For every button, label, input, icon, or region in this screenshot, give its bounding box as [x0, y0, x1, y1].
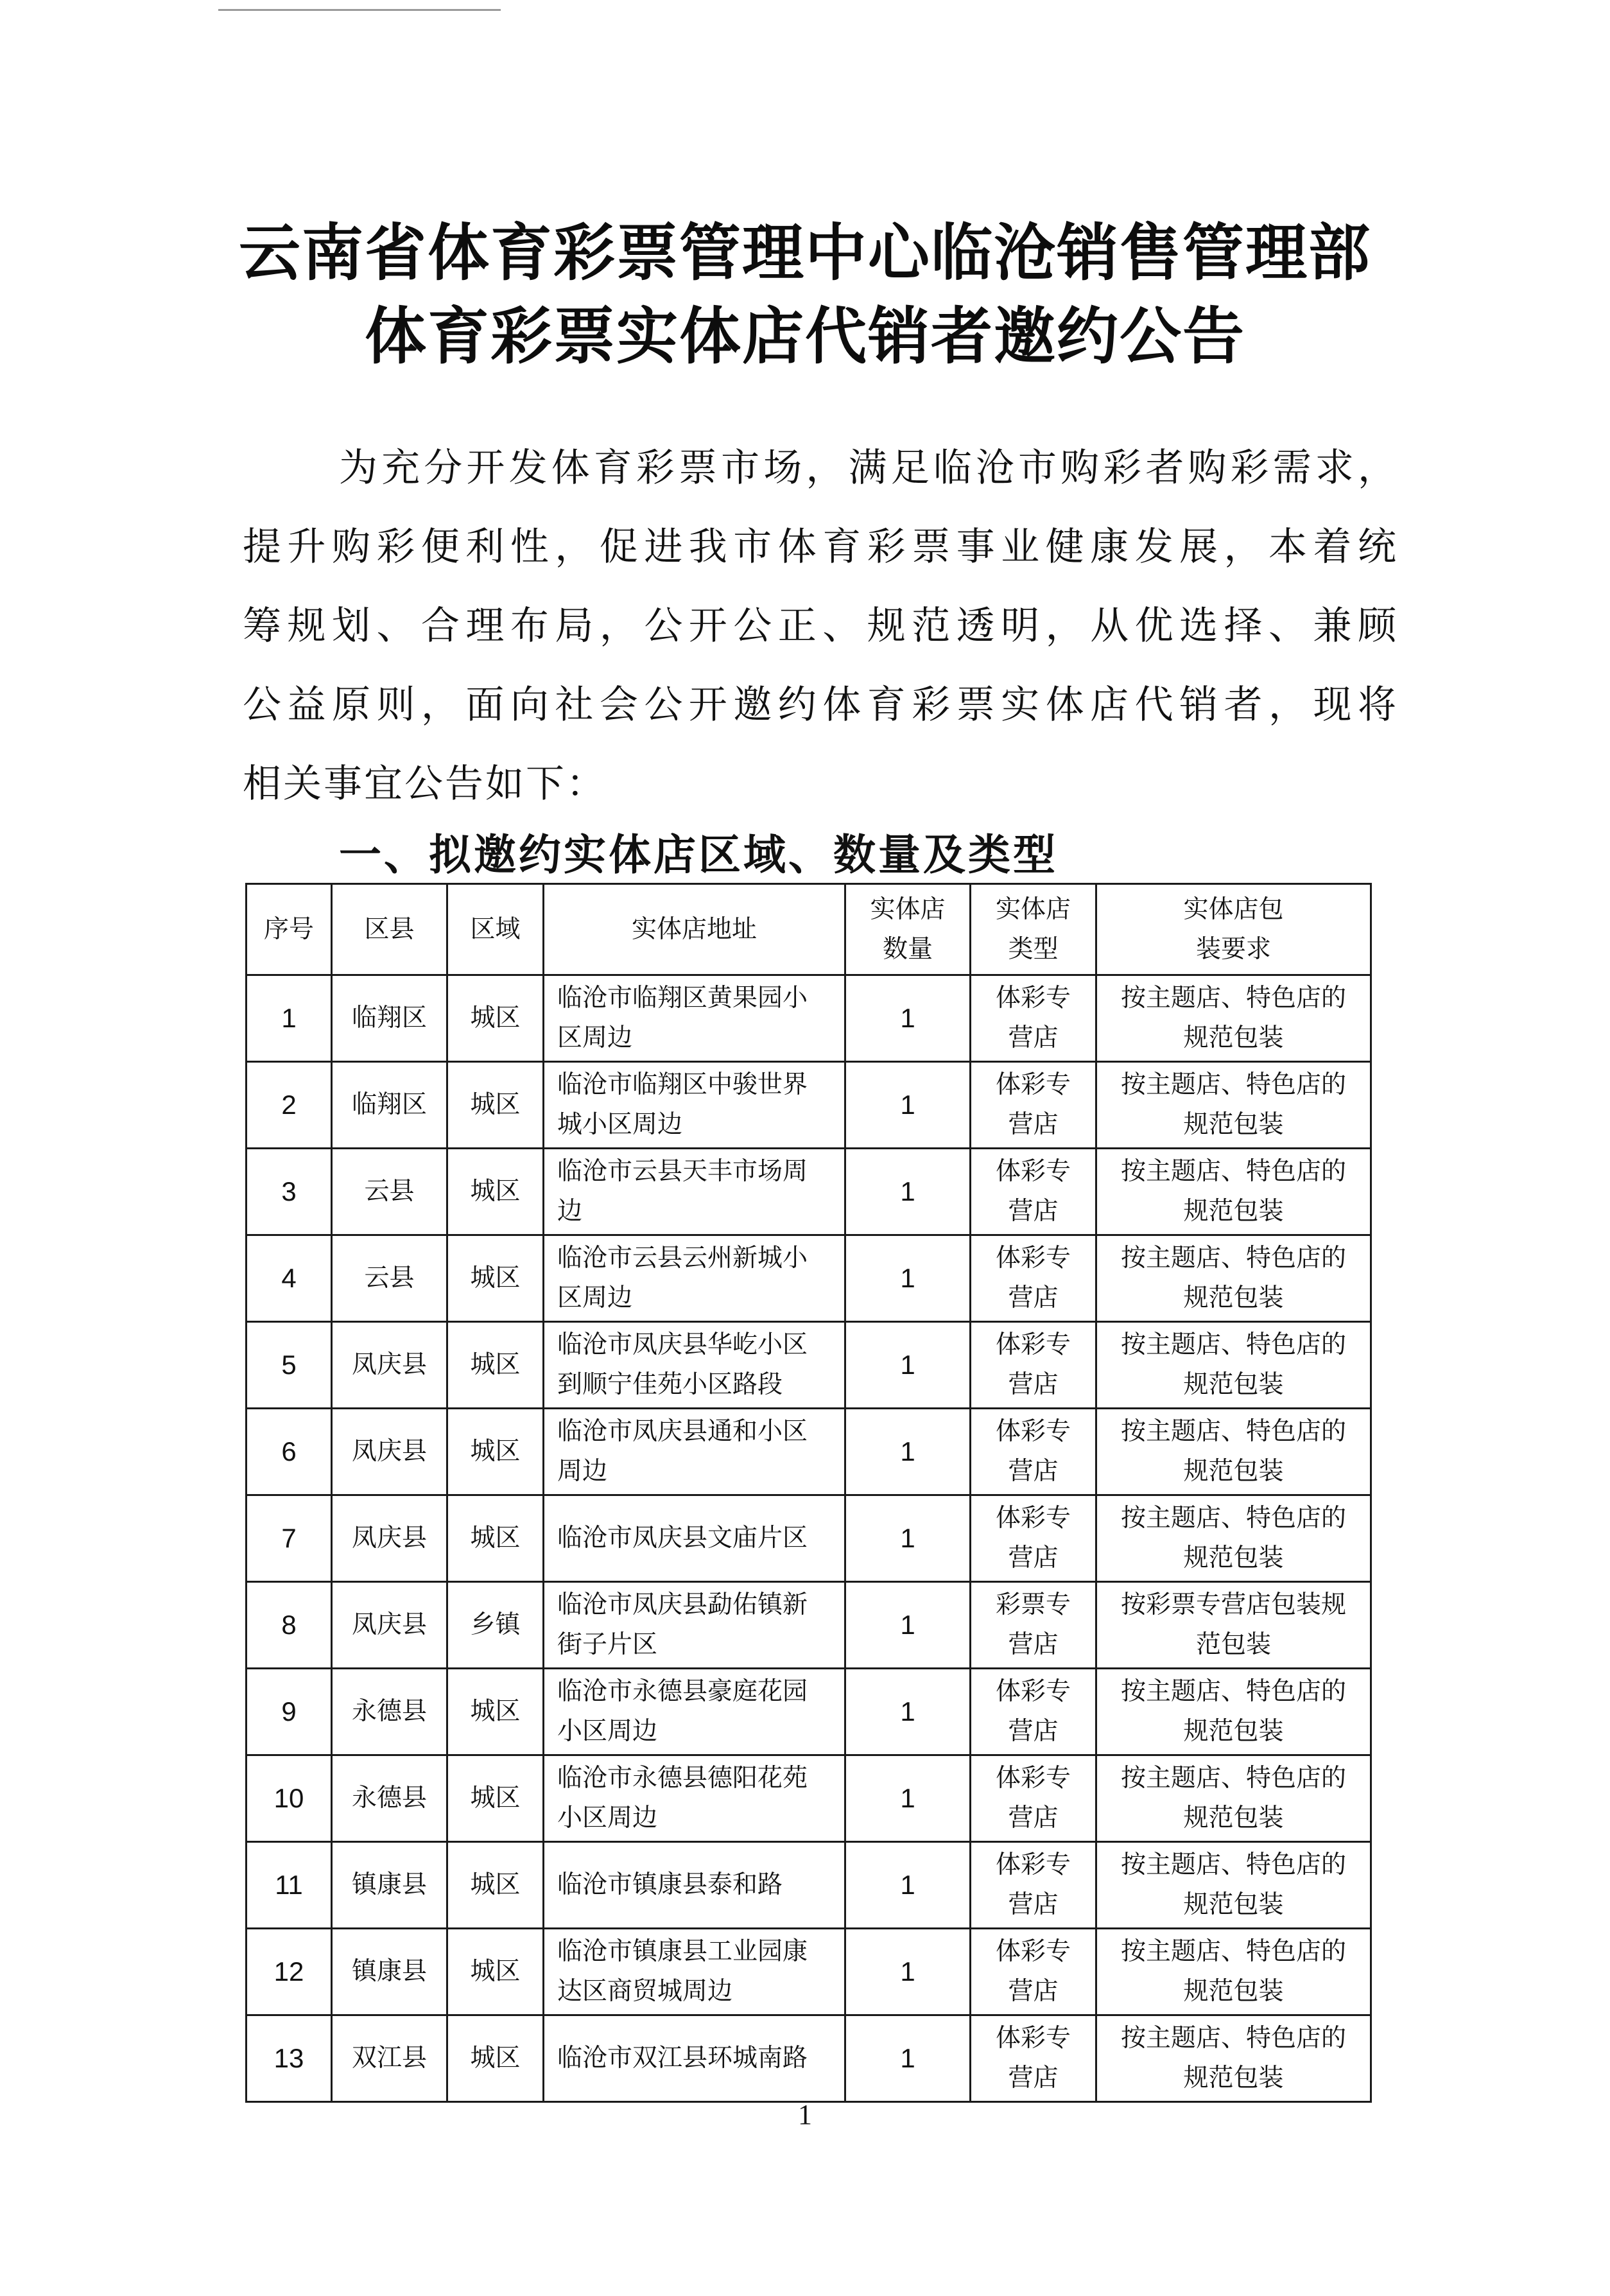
cell-type [971, 1669, 1096, 1755]
cell-count: 1 [845, 1235, 971, 1322]
cell-address-line-2: 区周边 [557, 1023, 633, 1052]
cell-address-line-2: 到顺宁佳苑小区路段 [557, 1370, 783, 1399]
cell-requirement [1096, 1062, 1371, 1149]
cell-county: 云县 [332, 1235, 447, 1322]
cell-county: 永德县 [332, 1669, 447, 1755]
cell-type-line-1: 体彩专 [995, 2024, 1071, 2053]
cell-county: 双江县 [332, 2015, 447, 2102]
header-req-line-2: 装要求 [1195, 934, 1271, 964]
cell-type-line-1: 体彩专 [995, 1330, 1071, 1359]
table-row [247, 1322, 1371, 1409]
cell-address [544, 1149, 845, 1235]
cell-county: 临翔区 [332, 975, 447, 1062]
table-row [247, 1149, 1371, 1235]
cell-req-line-1: 按主题店、特色店的 [1120, 1417, 1346, 1446]
cell-address-line-1: 临沧市永德县德阳花苑 [557, 1764, 808, 1793]
cell-req-line-1: 按主题店、特色店的 [1120, 1157, 1346, 1186]
cell-type-line-1: 体彩专 [995, 1070, 1071, 1099]
cell-requirement [1096, 2015, 1371, 2102]
cell-address-line-2: 小区周边 [557, 1717, 658, 1746]
cell-type [971, 1495, 1096, 1582]
cell-area: 城区 [447, 1062, 544, 1149]
cell-seq: 10 [247, 1755, 332, 1842]
cell-count: 1 [845, 1495, 971, 1582]
table-header-row [247, 884, 1371, 975]
header-type-line-1: 实体店 [995, 894, 1071, 924]
cell-area: 城区 [447, 975, 544, 1062]
cell-type-line-1: 体彩专 [995, 1417, 1071, 1446]
cell-req-line-2: 范包装 [1195, 1630, 1271, 1659]
cell-requirement [1096, 1235, 1371, 1322]
table-row [247, 1409, 1371, 1495]
cell-count: 1 [845, 1409, 971, 1495]
cell-area: 城区 [447, 1929, 544, 2015]
cell-req-line-1: 按主题店、特色店的 [1120, 1070, 1346, 1099]
cell-seq: 1 [247, 975, 332, 1062]
cell-req-line-1: 按主题店、特色店的 [1120, 1244, 1346, 1273]
cell-req-line-2: 规范包装 [1183, 1457, 1284, 1486]
document-title-line-2: 体育彩票实体店代销者邀约公告 [365, 300, 1245, 372]
cell-count: 1 [845, 1062, 971, 1149]
cell-req-line-2: 规范包装 [1183, 1804, 1284, 1832]
cell-type-line-1: 体彩专 [995, 1764, 1071, 1793]
header-type-line-2: 类型 [1008, 934, 1059, 964]
cell-seq: 9 [247, 1669, 332, 1755]
cell-address-line-1: 临沧市凤庆县文庙片区 [557, 1524, 808, 1552]
cell-req-line-2: 规范包装 [1183, 2064, 1284, 2092]
cell-area: 城区 [447, 1495, 544, 1582]
intro-line-1: 为充分开发体育彩票市场，满足临沧市购彩者购彩需求， [339, 446, 1398, 491]
cell-type-line-1: 体彩专 [995, 1157, 1071, 1186]
cell-req-line-1: 按主题店、特色店的 [1120, 1677, 1346, 1706]
cell-seq: 12 [247, 1929, 332, 2015]
cell-type-line-2: 营店 [1008, 1890, 1059, 1919]
cell-address-line-1: 临沧市凤庆县勐佑镇新 [557, 1590, 808, 1619]
intro-line-4: 公益原则，面向社会公开邀约体育彩票实体店代销者，现将 [243, 683, 1398, 727]
cell-type-line-2: 营店 [1008, 1283, 1059, 1312]
cell-address-line-2: 区周边 [557, 1283, 633, 1312]
cell-address-line-2: 小区周边 [557, 1804, 658, 1832]
cell-address-line-1: 临沧市凤庆县华屹小区 [557, 1330, 808, 1359]
cell-seq: 13 [247, 2015, 332, 2102]
cell-count: 1 [845, 1149, 971, 1235]
cell-address [544, 2015, 845, 2102]
intro-line-2: 提升购彩便利性，促进我市体育彩票事业健康发展，本着统 [243, 525, 1398, 570]
cell-req-line-1: 按主题店、特色店的 [1120, 1764, 1346, 1793]
header-requirement [1096, 884, 1371, 975]
cell-address-line-1: 临沧市镇康县泰和路 [557, 1870, 783, 1899]
cell-type [971, 1235, 1096, 1322]
cell-requirement [1096, 975, 1371, 1062]
cell-area: 城区 [447, 1755, 544, 1842]
cell-address-line-1: 临沧市云县云州新城小 [557, 1244, 808, 1273]
cell-count: 1 [845, 1582, 971, 1669]
cell-area: 城区 [447, 1409, 544, 1495]
cell-req-line-2: 规范包装 [1183, 1544, 1284, 1572]
table-row [247, 1842, 1371, 1929]
cell-address [544, 1322, 845, 1409]
cell-req-line-1: 按主题店、特色店的 [1120, 1504, 1346, 1533]
cell-count: 1 [845, 1929, 971, 2015]
table-row [247, 1062, 1371, 1149]
cell-area: 乡镇 [447, 1582, 544, 1669]
store-table [245, 883, 1372, 2103]
cell-requirement [1096, 1842, 1371, 1929]
cell-county: 凤庆县 [332, 1409, 447, 1495]
cell-type [971, 1755, 1096, 1842]
cell-req-line-1: 按主题店、特色店的 [1120, 2024, 1346, 2053]
cell-type-line-2: 营店 [1008, 1544, 1059, 1572]
page-number: 1 [798, 2099, 812, 2130]
cell-type [971, 1409, 1096, 1495]
cell-county: 镇康县 [332, 1842, 447, 1929]
cell-type-line-1: 体彩专 [995, 984, 1071, 1013]
cell-req-line-1: 按主题店、特色店的 [1120, 1937, 1346, 1966]
cell-area: 城区 [447, 1149, 544, 1235]
cell-count: 1 [845, 975, 971, 1062]
cell-type [971, 1582, 1096, 1669]
intro-line-3: 筹规划、合理布局，公开公正、规范透明，从优选择、兼顾 [243, 604, 1398, 648]
cell-address [544, 1669, 845, 1755]
cell-requirement [1096, 1755, 1371, 1842]
cell-seq: 6 [247, 1409, 332, 1495]
cell-type-line-2: 营店 [1008, 1457, 1059, 1486]
cell-count: 1 [845, 1842, 971, 1929]
cell-county: 凤庆县 [332, 1495, 447, 1582]
header-area: 区域 [447, 884, 544, 975]
cell-count: 1 [845, 2015, 971, 2102]
cell-address [544, 1409, 845, 1495]
cell-type-line-1: 体彩专 [995, 1244, 1071, 1273]
cell-req-line-1: 按主题店、特色店的 [1120, 1850, 1346, 1879]
cell-req-line-2: 规范包装 [1183, 1023, 1284, 1052]
header-count-line-1: 实体店 [870, 894, 946, 924]
cell-county: 云县 [332, 1149, 447, 1235]
cell-address-line-2: 达区商贸城周边 [557, 1977, 733, 2006]
cell-county: 镇康县 [332, 1929, 447, 2015]
cell-area: 城区 [447, 1669, 544, 1755]
cell-address-line-2: 街子片区 [557, 1630, 658, 1659]
cell-address-line-1: 临沧市云县天丰市场周 [557, 1157, 808, 1186]
cell-address [544, 1755, 845, 1842]
cell-county: 永德县 [332, 1755, 447, 1842]
header-type [971, 884, 1096, 975]
cell-requirement [1096, 1929, 1371, 2015]
cell-req-line-2: 规范包装 [1183, 1197, 1284, 1226]
cell-area: 城区 [447, 2015, 544, 2102]
cell-area: 城区 [447, 1842, 544, 1929]
cell-req-line-1: 按主题店、特色店的 [1120, 984, 1346, 1013]
cell-type-line-1: 体彩专 [995, 1937, 1071, 1966]
cell-seq: 8 [247, 1582, 332, 1669]
table-row [247, 2015, 1371, 2102]
cell-req-line-2: 规范包装 [1183, 1977, 1284, 2006]
header-seq: 序号 [247, 884, 332, 975]
cell-type [971, 975, 1096, 1062]
cell-type-line-1: 体彩专 [995, 1677, 1071, 1706]
cell-type-line-2: 营店 [1008, 1630, 1059, 1659]
cell-seq: 2 [247, 1062, 332, 1149]
cell-address [544, 1495, 845, 1582]
cell-area: 城区 [447, 1322, 544, 1409]
cell-type-line-2: 营店 [1008, 1717, 1059, 1746]
header-address: 实体店地址 [544, 884, 845, 975]
cell-requirement [1096, 1669, 1371, 1755]
intro-paragraph [243, 429, 1398, 824]
cell-address [544, 1062, 845, 1149]
cell-address [544, 1929, 845, 2015]
cell-req-line-2: 规范包装 [1183, 1110, 1284, 1139]
cell-type [971, 1929, 1096, 2015]
cell-address-line-1: 临沧市临翔区中骏世界 [557, 1070, 808, 1099]
cell-address-line-1: 临沧市双江县环城南路 [557, 2044, 808, 2073]
cell-seq: 4 [247, 1235, 332, 1322]
header-count [845, 884, 971, 975]
intro-line-5: 相关事宜公告如下： [243, 761, 607, 806]
document-title-line-1: 云南省体育彩票管理中心临沧销售管理部 [239, 216, 1371, 289]
cell-count: 1 [845, 1669, 971, 1755]
cell-address-line-1: 临沧市临翔区黄果园小 [557, 984, 808, 1013]
table-row [247, 1235, 1371, 1322]
table-row [247, 1582, 1371, 1669]
cell-count: 1 [845, 1322, 971, 1409]
cell-req-line-2: 规范包装 [1183, 1283, 1284, 1312]
header-county: 区县 [332, 884, 447, 975]
cell-seq: 3 [247, 1149, 332, 1235]
header-req-line-1: 实体店包 [1183, 894, 1284, 924]
cell-type-line-2: 营店 [1008, 1804, 1059, 1832]
cell-type-line-2: 营店 [1008, 1023, 1059, 1052]
cell-type [971, 1842, 1096, 1929]
cell-address [544, 1842, 845, 1929]
table-row [247, 1755, 1371, 1842]
cell-address [544, 1235, 845, 1322]
cell-type-line-2: 营店 [1008, 1110, 1059, 1139]
cell-type [971, 1322, 1096, 1409]
cell-type [971, 1062, 1096, 1149]
cell-type-line-2: 营店 [1008, 2064, 1059, 2092]
cell-type-line-2: 营店 [1008, 1977, 1059, 2006]
table-row [247, 1669, 1371, 1755]
cell-seq: 7 [247, 1495, 332, 1582]
cell-type-line-1: 彩票专 [995, 1590, 1071, 1619]
cell-req-line-2: 规范包装 [1183, 1370, 1284, 1399]
table-row [247, 1929, 1371, 2015]
cell-req-line-2: 规范包装 [1183, 1717, 1284, 1746]
table-body [247, 975, 1371, 2102]
cell-seq: 11 [247, 1842, 332, 1929]
scan-edge-line [218, 9, 501, 11]
table-row [247, 1495, 1371, 1582]
cell-type [971, 2015, 1096, 2102]
cell-seq: 5 [247, 1322, 332, 1409]
cell-type-line-1: 体彩专 [995, 1504, 1071, 1533]
cell-address-line-2: 边 [557, 1197, 583, 1226]
cell-req-line-1: 按主题店、特色店的 [1120, 1330, 1346, 1359]
cell-area: 城区 [447, 1235, 544, 1322]
cell-county: 凤庆县 [332, 1322, 447, 1409]
cell-requirement [1096, 1149, 1371, 1235]
cell-address-line-1: 临沧市镇康县工业园康 [557, 1937, 808, 1966]
cell-count: 1 [845, 1755, 971, 1842]
cell-type-line-2: 营店 [1008, 1370, 1059, 1399]
cell-address-line-1: 临沧市永德县豪庭花园 [557, 1677, 808, 1706]
cell-req-line-2: 规范包装 [1183, 1890, 1284, 1919]
cell-requirement [1096, 1495, 1371, 1582]
header-count-line-2: 数量 [882, 934, 933, 964]
cell-address-line-2: 周边 [557, 1457, 608, 1486]
cell-requirement [1096, 1409, 1371, 1495]
cell-address [544, 975, 845, 1062]
cell-requirement [1096, 1582, 1371, 1669]
cell-type [971, 1149, 1096, 1235]
cell-req-line-1: 按彩票专营店包装规 [1120, 1590, 1346, 1619]
cell-requirement [1096, 1322, 1371, 1409]
cell-county: 临翔区 [332, 1062, 447, 1149]
section-heading: 一、拟邀约实体店区域、数量及类型 [339, 830, 1058, 880]
cell-type-line-2: 营店 [1008, 1197, 1059, 1226]
cell-address [544, 1582, 845, 1669]
cell-type-line-1: 体彩专 [995, 1850, 1071, 1879]
cell-address-line-1: 临沧市凤庆县通和小区 [557, 1417, 808, 1446]
cell-address-line-2: 城小区周边 [557, 1110, 683, 1139]
cell-county: 凤庆县 [332, 1582, 447, 1669]
table-row [247, 975, 1371, 1062]
